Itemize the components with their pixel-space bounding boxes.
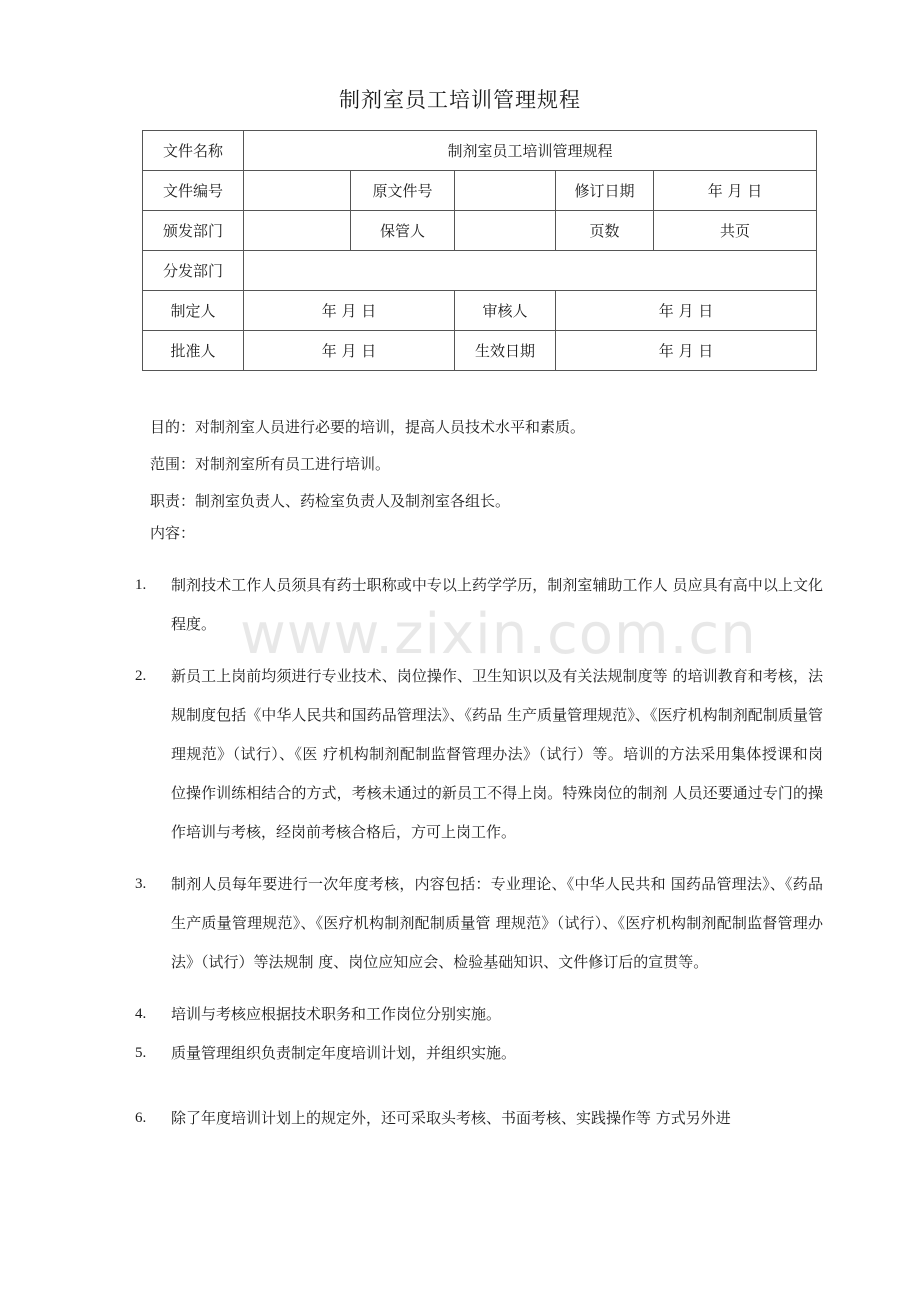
table-cell-label: 制定人 [143, 291, 244, 331]
list-item-text: 除了年度培训计划上的规定外，还可采取头考核、书面考核、实践操作等 方式另外进 [171, 1109, 731, 1127]
list-item [0, 995, 920, 1034]
list-item-text: 制剂人员每年要进行一次年度考核，内容包括：专业理论、《中华人民共和 国药品管理法》、《药品生产质量管理规范》、《医疗机构制剂配制质量管 理规范》（试行）、《医疗机构制剂配制监督管理办法》（试行）等法规制 度、岗位应知应会、检验基础知识、文件修订后的宣贯等。 [171, 875, 823, 971]
list-item-text: 新员工上岗前均须进行专业技术、岗位操作、卫生知识以及有关法规制度等 的培训教育和考核，法规制度包括《中华人民共和国药品管理法》、《药品 生产质量管理规范》、《医疗机构制剂配制质量管理规范》（试行）、《医 疗机构制剂配制监督管理办法》（试行）等。培训的方法采用集体授课和岗 位操作训练相结合的方式，考核未通过的新员工不得上岗。特殊岗位的制剂 人员还要通过专门的操作培训与考核，经岗前考核合格后，方可上岗工作。 [171, 667, 823, 841]
table-row [143, 291, 817, 331]
table-cell-value [244, 251, 817, 291]
scope-paragraph: 范围：对制剂室所有员工进行培训。 [150, 455, 391, 473]
list-item [0, 657, 920, 852]
table-cell-value [244, 211, 351, 251]
list-item-number: 3. [135, 876, 147, 892]
table-row [143, 131, 817, 171]
table-cell-label: 生效日期 [455, 331, 556, 371]
list-item [0, 865, 920, 982]
table-row [143, 211, 817, 251]
table-cell-value: 年 月 日 [556, 291, 817, 331]
table-row [143, 171, 817, 211]
table-cell-label: 分发部门 [143, 251, 244, 291]
watermark: www.zixin.com.cn [240, 602, 757, 667]
table-cell-label: 颁发部门 [143, 211, 244, 251]
document-info-table [142, 130, 817, 371]
duty-paragraph: 职责：制剂室负责人、药检室负责人及制剂室各组长。 [150, 492, 511, 510]
list-item-number: 1. [135, 577, 147, 593]
list-item-number: 4. [135, 1006, 147, 1022]
table-cell-value: 年 月 日 [244, 331, 455, 371]
list-item [0, 566, 920, 644]
table-cell-value [455, 211, 556, 251]
document-title: 制剂室员工培训管理规程 [339, 88, 581, 112]
table-row [143, 331, 817, 371]
list-item-number: 6. [135, 1110, 147, 1126]
table-cell-label: 原文件号 [351, 171, 455, 211]
table-cell-label: 批准人 [143, 331, 244, 371]
table-cell-label: 修订日期 [556, 171, 654, 211]
list-item [0, 1034, 920, 1073]
list-item-text: 培训与考核应根据技术职务和工作岗位分别实施。 [171, 1005, 502, 1023]
table-row [143, 251, 817, 291]
table-cell-value: 年 月 日 [244, 291, 455, 331]
list-item-text: 制剂技术工作人员须具有药士职称或中专以上药学学历，制剂室辅助工作人 员应具有高中以上文化程度。 [171, 576, 823, 633]
table-cell-label: 文件编号 [143, 171, 244, 211]
table-cell-value: 年 月 日 [654, 171, 817, 211]
table-cell-value [455, 171, 556, 211]
table-cell-value: 年 月 日 [556, 331, 817, 371]
table-cell-label: 审核人 [455, 291, 556, 331]
list-item-number: 5. [135, 1045, 147, 1061]
table-cell-label: 文件名称 [143, 131, 244, 171]
list-item [0, 1099, 920, 1138]
table-cell-value: 制剂室员工培训管理规程 [244, 131, 817, 171]
table-cell-label: 保管人 [351, 211, 455, 251]
table-cell-value: 共页 [654, 211, 817, 251]
list-item-number: 2. [135, 668, 147, 684]
list-item-text: 质量管理组织负责制定年度培训计划，并组织实施。 [171, 1044, 517, 1062]
content-heading: 内容： [150, 524, 196, 542]
table-cell-value [244, 171, 351, 211]
content-list [0, 566, 920, 1151]
table-cell-label: 页数 [556, 211, 654, 251]
purpose-paragraph: 目的：对制剂室人员进行必要的培训，提高人员技术水平和素质。 [150, 418, 586, 436]
